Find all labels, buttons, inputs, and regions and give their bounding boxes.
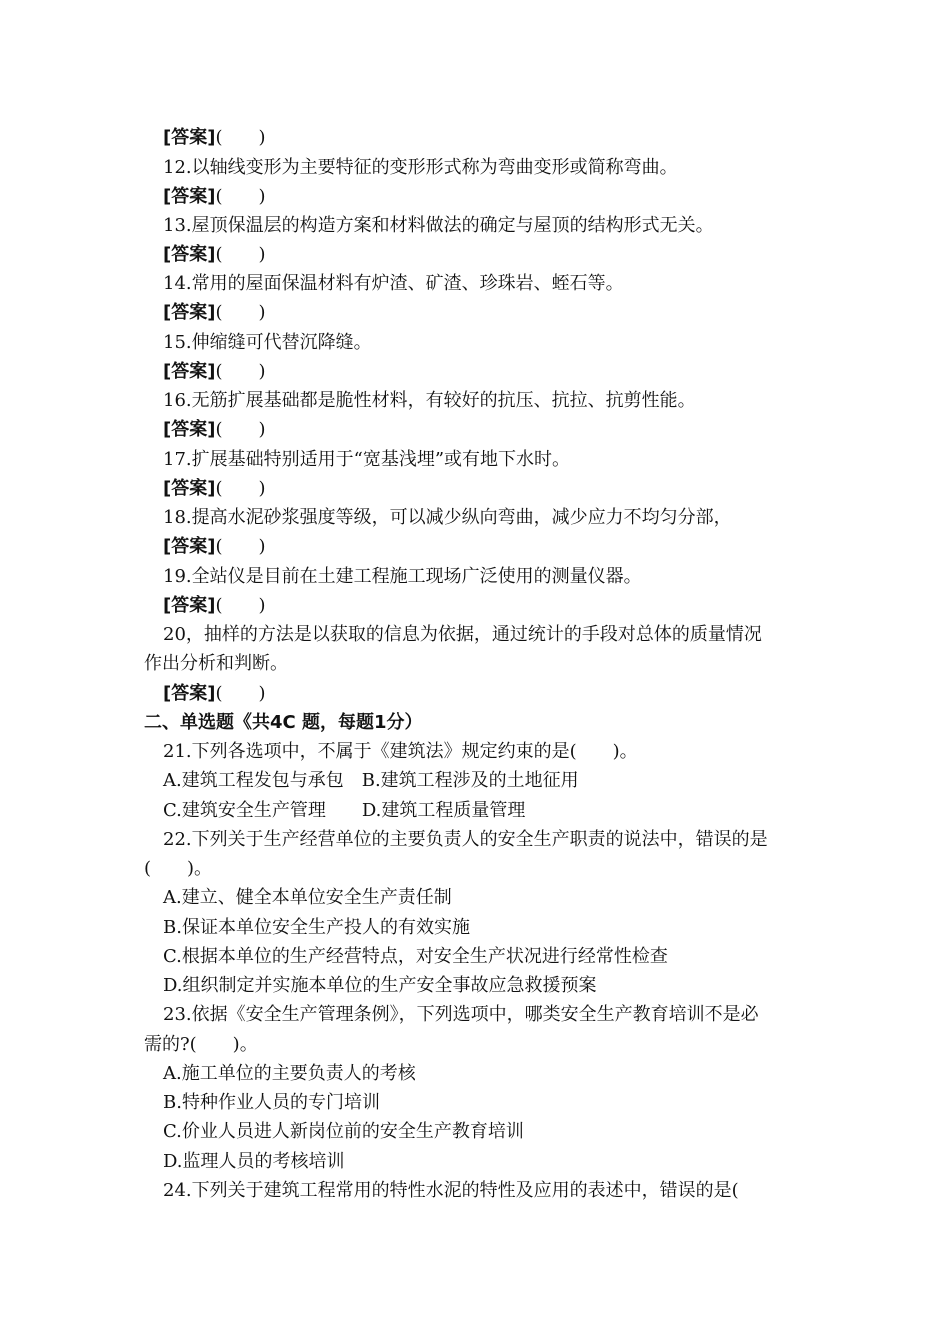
answer-label: [答案] — [163, 127, 216, 148]
question-23-option-c: C.价业人员进人新岗位前的安全生产教育培训 — [163, 1121, 524, 1142]
question-23-stem-line1: 23.依据《安全生产管理条例》，下列选项中，哪类安全生产教育培训不是必 — [163, 1004, 759, 1025]
section-title: 二、单选题《共4C 题，每题1分） — [144, 712, 423, 733]
answer-label: [答案] — [163, 536, 216, 557]
question-15: 15.伸缩缝可代替沉降缝。 — [163, 332, 372, 353]
question-12: 12.以轴线变形为主要特征的变形形式称为弯曲变形或简称弯曲。 — [163, 157, 678, 178]
answer-blank: ( ) — [215, 186, 266, 207]
question-19: 19.全站仪是目前在土建工程施工现场广泛使用的测量仪器。 — [163, 566, 642, 587]
answer-blank: ( ) — [215, 127, 266, 148]
question-22-option-a: A.建立、健全本单位安全生产责任制 — [163, 887, 452, 908]
question-17: 17.扩展基础特别适用于“宽基浅埋”或有地下水时。 — [163, 449, 571, 470]
answer-blank: ( ) — [215, 419, 266, 440]
answer-line — [163, 478, 266, 500]
answer-blank: ( ) — [215, 536, 266, 557]
answer-blank: ( ) — [215, 595, 266, 616]
answer-line — [163, 244, 266, 266]
question-24-stem-line1: 24.下列关于建筑工程常用的特性水泥的特性及应用的表述中，错误的是( — [163, 1180, 739, 1201]
question-20-line1: 20，抽样的方法是以获取的信息为依据，通过统计的手段对总体的质量情况 — [163, 624, 762, 645]
answer-line — [163, 361, 266, 383]
question-21-stem: 21.下列各选项中，不属于《建筑法》规定约束的是( )。 — [163, 741, 638, 762]
answer-line — [163, 419, 266, 441]
question-23-option-b: B.特种作业人员的专门培训 — [163, 1092, 380, 1113]
question-14: 14.常用的屋面保温材料有炉渣、矿渣、珍珠岩、蛭石等。 — [163, 273, 624, 294]
answer-blank: ( ) — [215, 478, 266, 499]
question-22-option-c: C.根据本单位的生产经营特点，对安全生产状况进行经常性检查 — [163, 946, 668, 967]
question-22-option-d: D.组织制定并实施本单位的生产安全事故应急救援预案 — [163, 975, 597, 996]
answer-label: [答案] — [163, 419, 216, 440]
question-23-option-a: A.施工单位的主要负责人的考核 — [163, 1063, 416, 1084]
answer-line — [163, 536, 266, 558]
question-16: 16.无筋扩展基础都是脆性材料，有较好的抗压、抗拉、抗剪性能。 — [163, 390, 696, 411]
answer-blank: ( ) — [215, 683, 266, 704]
answer-label: [答案] — [163, 186, 216, 207]
answer-label: [答案] — [163, 683, 216, 704]
answer-blank: ( ) — [215, 361, 266, 382]
answer-blank: ( ) — [215, 302, 266, 323]
answer-line — [163, 302, 266, 324]
answer-line — [163, 186, 266, 208]
answer-label: [答案] — [163, 595, 216, 616]
question-13: 13.屋顶保温层的构造方案和材料做法的确定与屋顶的结构形式无关。 — [163, 215, 714, 236]
answer-label: [答案] — [163, 478, 216, 499]
answer-line — [163, 595, 266, 617]
question-23-option-d: D.监理人员的考核培训 — [163, 1151, 345, 1172]
question-21-options-row2: C.建筑安全生产管理 D.建筑工程质量管理 — [163, 800, 526, 821]
question-21-options-row1: A.建筑工程发包与承包 B.建筑工程涉及的土地征用 — [163, 770, 579, 791]
question-18: 18.提高水泥砂浆强度等级，可以减少纵向弯曲，减少应力不均匀分部， — [163, 507, 732, 528]
question-22-option-b: B.保证本单位安全生产投人的有效实施 — [163, 917, 470, 938]
question-20-line2: 作出分析和判断。 — [144, 653, 288, 674]
question-22-stem-line2: ( )。 — [144, 858, 213, 879]
answer-blank: ( ) — [215, 244, 266, 265]
answer-label: [答案] — [163, 302, 216, 323]
question-22-stem-line1: 22.下列关于生产经营单位的主要负责人的安全生产职责的说法中，错误的是 — [163, 829, 768, 850]
answer-line — [163, 127, 266, 149]
answer-label: [答案] — [163, 244, 216, 265]
answer-label: [答案] — [163, 361, 216, 382]
answer-line — [163, 683, 266, 705]
question-23-stem-line2: 需的?( )。 — [144, 1034, 258, 1055]
